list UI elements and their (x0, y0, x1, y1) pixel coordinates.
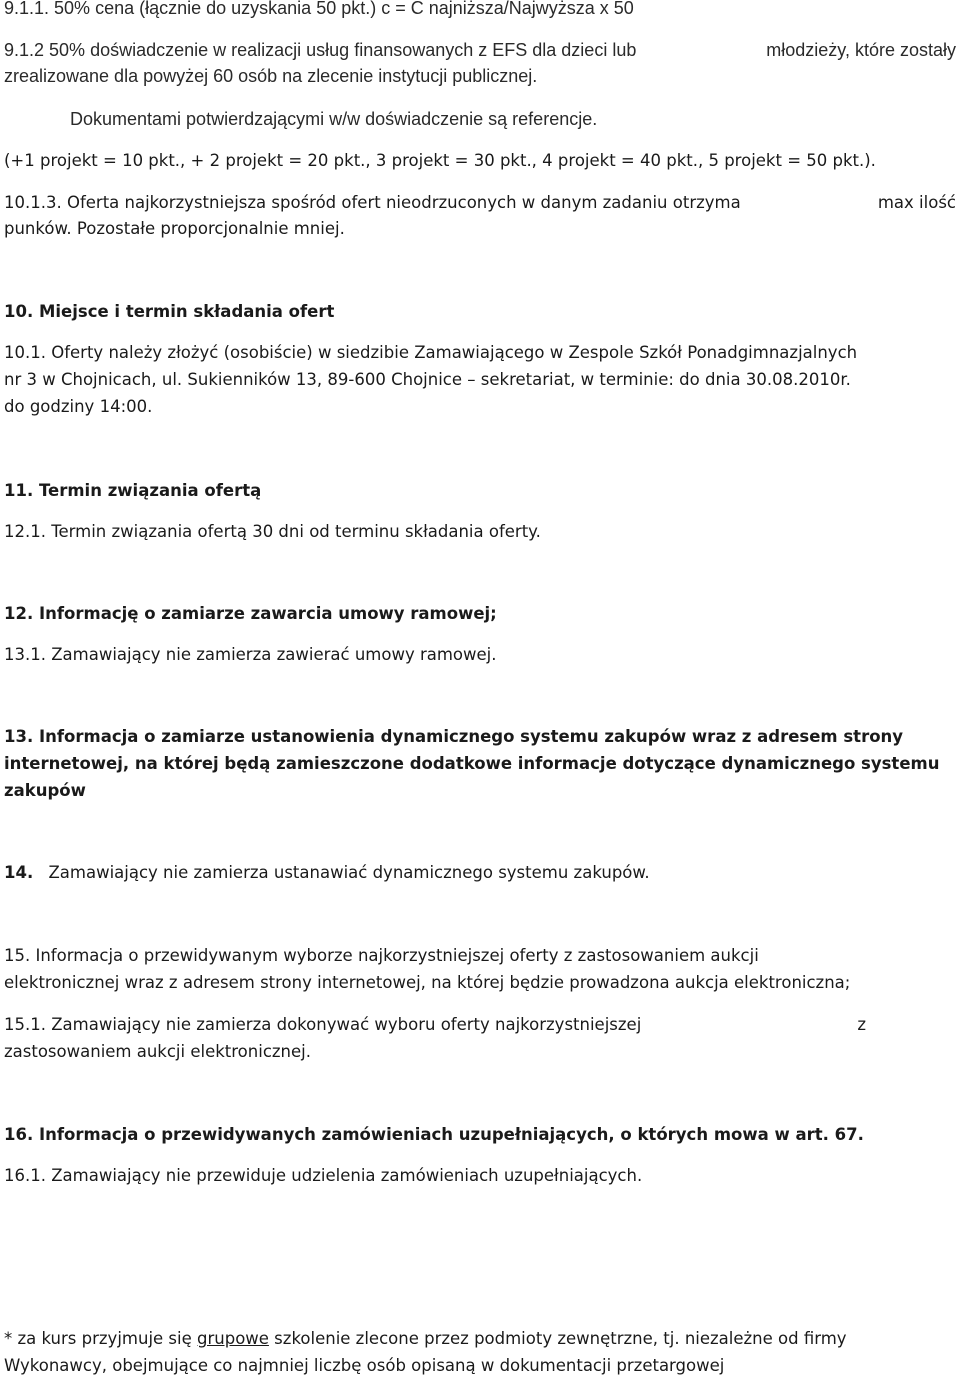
footnote-underlined-word: grupowe (197, 1329, 269, 1348)
section-9-1-2-line2: zrealizowane dla powyżej 60 osób na zlecenie instytucji publicznej. (4, 66, 538, 86)
points-scale: (+1 projekt = 10 pkt., + 2 projekt = 20 pkt., 3 projekt = 30 pkt., 4 projekt = 40 pkt., 5 projekt = 50 pkt.). (4, 151, 876, 170)
footnote-line2: Wykonawcy, obejmujące co najmniej liczbę osób opisaną w dokumentacji przetargowej (4, 1356, 725, 1375)
heading-13-line2: internetowej, na której będą zamieszczone dodatkowe informacje dotyczące dynamicznego systemu (4, 754, 940, 773)
section-14-number: 14. (4, 863, 34, 882)
section-14-text: Zamawiający nie zamierza ustanawiać dynamicznego systemu zakupów. (48, 863, 650, 882)
heading-13-line3: zakupów (4, 781, 86, 800)
heading-10: 10. Miejsce i termin składania ofert (4, 302, 335, 321)
section-15-1-text-end: z (857, 1015, 866, 1034)
heading-11: 11. Termin związania ofertą (4, 481, 262, 500)
footnote-text-end: szkolenie zlecone przez podmioty zewnętrzne, tj. niezależne od firmy (268, 1329, 847, 1348)
references-note: Dokumentami potwierdzającymi w/w doświadczenie są referencje. (70, 109, 598, 129)
section-9-1-2-text: 9.1.2 50% doświadczenie w realizacji usług finansowanych z EFS dla dzieci lub (4, 40, 637, 60)
section-10-1-3-line2: punków. Pozostałe proporcjonalnie mniej. (4, 219, 345, 238)
section-10-1-line1: 10.1. Oferty należy złożyć (osobiście) w siedzibie Zamawiającego w Zespole Szkół Ponadgimnazjalnych (4, 343, 858, 362)
section-9-1-2-line1 (4, 38, 956, 62)
heading-16: 16. Informacja o przewidywanych zamówieniach uzupełniających, o których mowa w art. 67. (4, 1125, 864, 1144)
heading-12: 12. Informację o zamiarze zawarcia umowy ramowej; (4, 604, 497, 623)
section-15-1-line2: zastosowaniem aukcji elektronicznej. (4, 1042, 311, 1061)
section-15-line2: elektronicznej wraz z adresem strony internetowej, na której będzie prowadzona aukcja elektroniczna; (4, 973, 851, 992)
section-9-1-1: 9.1.1. 50% cena (łącznie do uzyskania 50 pkt.) c = C najniższa/Najwyższa x 50 (4, 0, 634, 18)
section-10-1-line2: nr 3 w Chojnicach, ul. Sukienników 13, 89-600 Chojnice – sekretariat, w terminie: do dnia 30.08.2010r. (4, 370, 851, 389)
section-13-1: 13.1. Zamawiający nie zamierza zawierać umowy ramowej. (4, 645, 497, 664)
section-15-line1: 15. Informacja o przewidywanym wyborze najkorzystniejszej oferty z zastosowaniem aukcji (4, 946, 759, 965)
section-10-1-3-text: 10.1.3. Oferta najkorzystniejsza spośród ofert nieodrzuconych w danym zadaniu otrzyma (4, 193, 741, 212)
footnote-text-start: * za kurs przyjmuje się (4, 1329, 197, 1348)
section-15-1-line1 (4, 1013, 866, 1037)
section-15-1-text: 15.1. Zamawiający nie zamierza dokonywać wyboru oferty najkorzystniejszej (4, 1015, 642, 1034)
section-10-1-line3: do godziny 14:00. (4, 397, 153, 416)
section-12-1: 12.1. Termin związania ofertą 30 dni od terminu składania oferty. (4, 522, 541, 541)
section-10-1-3-text-end: max ilość (877, 193, 956, 212)
heading-13-line1: 13. Informacja o zamiarze ustanowienia dynamicznego systemu zakupów wraz z adresem strony (4, 727, 904, 746)
section-10-1-3-line1 (4, 191, 956, 215)
section-16-1: 16.1. Zamawiający nie przewiduje udzielenia zamówieniach uzupełniających. (4, 1166, 643, 1185)
section-9-1-2-text-end: młodzieży, które zostały (766, 40, 956, 60)
footnote-line1 (4, 1327, 847, 1351)
section-14 (4, 861, 650, 885)
